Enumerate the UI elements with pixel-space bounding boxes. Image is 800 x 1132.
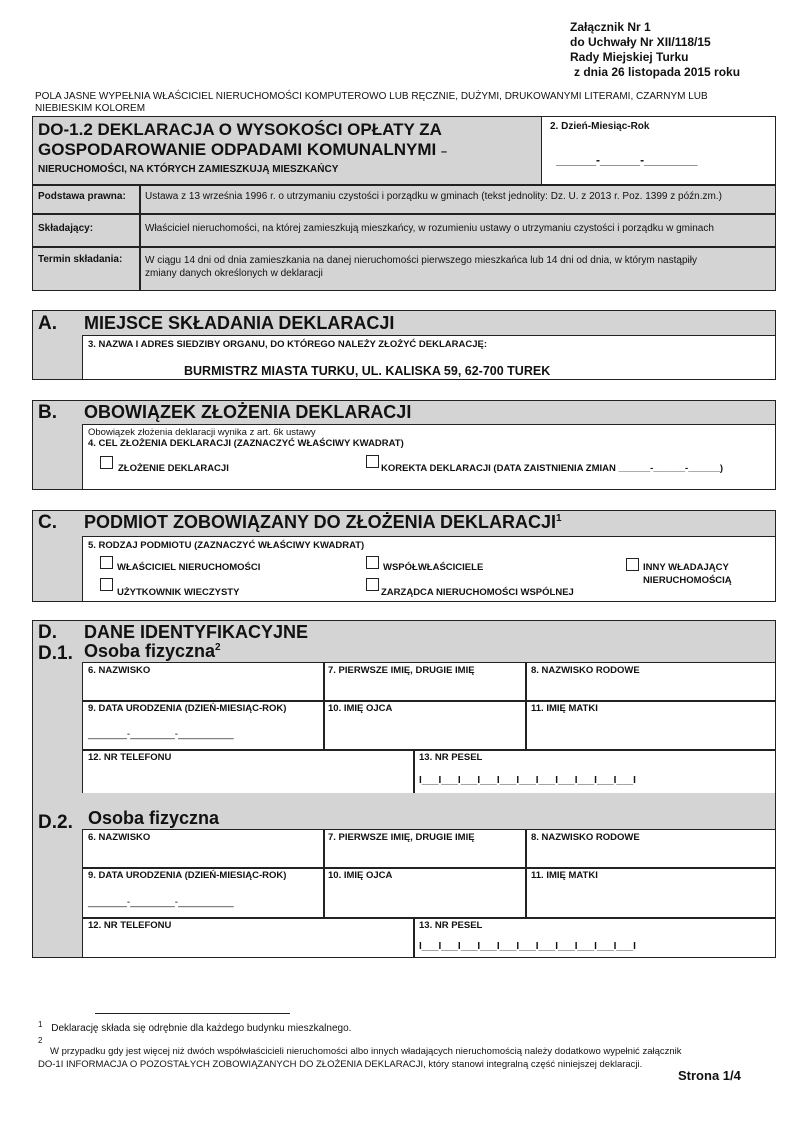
basis-value: Ustawa z 13 września 1996 r. o utrzymaniu czystości i porządku w gminach (tekst jednolity: Dz. U. z 2013 r. Poz. 1399 z późn.zm.) xyxy=(145,191,722,202)
deadline-label: Termin składania: xyxy=(38,254,123,265)
deadline-value-line-1: W ciągu 14 dni od dnia zamieszkania na danej nieruchomości pierwszego mieszkańca lub 14 dni od dnia, w którym nastąpiły xyxy=(145,255,697,266)
annex-line-2: do Uchwały Nr XII/118/15 xyxy=(570,35,711,49)
d2-pesel-placeholder: I___I___I___I___I___I___I___I___I___I___I___I xyxy=(419,941,636,952)
section-d2-title: Osoba fizyczna xyxy=(88,808,220,828)
title-line-1: DO-1.2 DEKLARACJA O WYSOKOŚCI OPŁATY ZA xyxy=(38,120,442,139)
d1-field-mother-name[interactable]: 11. IMIĘ MATKI xyxy=(531,703,598,714)
section-c-title: PODMIOT ZOBOWIĄZANY DO ZŁOŻENIA DEKLARACJI xyxy=(84,512,556,532)
footnote-2-mark: 2 xyxy=(38,1036,43,1045)
title-line-2: GOSPODAROWANIE ODPADAMI KOMUNALNYMI xyxy=(38,140,437,159)
d1-field-phone[interactable]: 12. NR TELEFONU xyxy=(88,752,172,763)
annex-line-4: z dnia 26 listopada 2015 roku xyxy=(574,65,741,79)
section-b-letter: B. xyxy=(38,402,57,423)
date-label: 2. Dzień-Miesiąc-Rok xyxy=(550,121,650,132)
checkbox-coowners[interactable] xyxy=(366,556,379,569)
checkbox-other[interactable] xyxy=(626,558,639,571)
option-other-line-2: NIERUCHOMOŚCIĄ xyxy=(643,575,732,586)
section-d1-letter: D.1. xyxy=(38,643,73,664)
section-c-letter: C. xyxy=(38,512,57,533)
section-b-field-label: 4. CEL ZŁOŻENIA DEKLARACJI (ZAZNACZYĆ WŁAŚCIWY KWADRAT) xyxy=(88,438,404,449)
d2-field-family-name[interactable]: 8. NAZWISKO RODOWE xyxy=(531,832,640,843)
d2-birthdate-placeholder: _______-________-__________ xyxy=(88,897,234,908)
option-perpetual: UŻYTKOWNIK WIECZYSTY xyxy=(117,587,240,598)
section-c-field-label: 5. RODZAJ PODMIOTU (ZAZNACZYĆ WŁAŚCIWY KWADRAT) xyxy=(88,540,365,551)
d2-field-pesel[interactable]: 13. NR PESEL xyxy=(419,920,483,931)
section-b-title: OBOWIĄZEK ZŁOŻENIA DEKLARACJI xyxy=(84,402,412,422)
deadline-value-line-2: zmiany danych określonych w deklaracji xyxy=(145,268,323,279)
date-placeholder: ______-______-________ xyxy=(556,153,698,167)
option-owner: WŁAŚCICIEL NIERUCHOMOŚCI xyxy=(117,562,261,573)
section-d1-title: Osoba fizyczna xyxy=(84,641,216,661)
d1-grid xyxy=(82,662,775,793)
footnote-2-line-1: W przypadku gdy jest więcej niż dwóch współwłaścicieli nieruchomości albo innych władających nieruchomością należy dodatkowo wypełnić załącznik xyxy=(50,1046,682,1058)
section-a-letter: A. xyxy=(38,313,57,334)
instructions-line-2: NIEBIESKIM KOLOREM xyxy=(35,103,146,114)
section-d1-footnote-ref: 2 xyxy=(215,642,221,653)
instructions xyxy=(35,91,785,115)
section-d-letter: D. xyxy=(38,622,57,643)
checkbox-correction[interactable] xyxy=(366,455,379,468)
section-d1-heading xyxy=(84,641,221,662)
deadline-value xyxy=(145,254,697,280)
annex-line-3: Rady Miejskiej Turku xyxy=(570,50,689,64)
option-other-line-1: INNY WŁADAJĄCY xyxy=(643,562,729,573)
d1-field-pesel[interactable]: 13. NR PESEL xyxy=(419,752,483,763)
option-declaration: ZŁOŻENIE DEKLARACJI xyxy=(118,463,229,474)
section-d2-letter: D.2. xyxy=(38,812,73,833)
instructions-line-1: POLA JASNE WYPEŁNIA WŁAŚCICIEL NIERUCHOMOŚCI KOMPUTEROWO LUB RĘCZNIE, DUŻYMI, DRUKOWANYMI LITERAMI, CZARNYM LUB xyxy=(35,91,708,102)
d2-field-first-names[interactable]: 7. PIERWSZE IMIĘ, DRUGIE IMIĘ xyxy=(328,832,475,843)
title-line-3: NIERUCHOMOŚCI, NA KTÓRYCH ZAMIESZKUJĄ MIESZKAŃCY xyxy=(38,164,339,175)
section-a-field-label: 3. NAZWA I ADRES SIEDZIBY ORGANU, DO KTÓREGO NALEŻY ZŁOŻYĆ DEKLARACJĘ: xyxy=(88,339,488,350)
d2-field-mother-name[interactable]: 11. IMIĘ MATKI xyxy=(531,870,598,881)
section-a-title: MIEJSCE SKŁADANIA DEKLARACJI xyxy=(84,313,395,333)
section-c-heading xyxy=(84,512,562,533)
submitter-value: Właściciel nieruchomości, na której zamieszkują mieszkańcy, w rozumieniu ustawy o utrzymaniu czystości i porządku w gminach xyxy=(145,223,714,234)
section-d-title: DANE IDENTYFIKACYJNE xyxy=(84,622,309,642)
annex-header xyxy=(570,20,740,80)
d2-field-surname[interactable]: 6. NAZWISKO xyxy=(88,832,151,843)
annex-line-1: Załącznik Nr 1 xyxy=(570,20,651,34)
option-manager: ZARZĄDCA NIERUCHOMOŚCI WSPÓLNEJ xyxy=(381,587,574,598)
d1-pesel-placeholder: I___I___I___I___I___I___I___I___I___I___I___I xyxy=(419,775,636,786)
section-c-footnote-ref: 1 xyxy=(556,513,562,524)
section-b-note: Obowiązek złożenia deklaracji wynika z art. 6k ustawy xyxy=(88,427,316,438)
form-title xyxy=(38,120,447,162)
footnote-2 xyxy=(38,1034,778,1071)
title-dash: – xyxy=(440,146,448,158)
footnote-separator xyxy=(95,1013,290,1014)
d1-field-family-name[interactable]: 8. NAZWISKO RODOWE xyxy=(531,665,640,676)
d1-field-surname[interactable]: 6. NAZWISKO xyxy=(88,665,151,676)
d1-field-first-names[interactable]: 7. PIERWSZE IMIĘ, DRUGIE IMIĘ xyxy=(328,665,475,676)
date-cell[interactable] xyxy=(542,117,775,185)
d1-birthdate-placeholder: _______-________-__________ xyxy=(88,729,234,740)
section-a-field-value: BURMISTRZ MIASTA TURKU, UL. KALISKA 59, 62-700 TUREK xyxy=(184,364,551,378)
page-number: Strona 1/4 xyxy=(678,1068,741,1083)
footnote-1-mark: 1 xyxy=(38,1020,43,1029)
d1-field-birthdate[interactable]: 9. DATA URODZENIA (DZIEŃ-MIESIĄC-ROK) xyxy=(88,703,287,714)
footnote-1-text: Deklarację składa się odrębnie dla każdego budynku mieszkalnego. xyxy=(51,1023,352,1035)
basis-label: Podstawa prawna: xyxy=(38,191,126,202)
footnote-1 xyxy=(38,1020,351,1034)
option-correction: KOREKTA DEKLARACJI (DATA ZAISTNIENIA ZMIAN ______-______-______) xyxy=(381,463,724,474)
d2-field-birthdate[interactable]: 9. DATA URODZENIA (DZIEŃ-MIESIĄC-ROK) xyxy=(88,870,287,881)
d2-grid xyxy=(82,829,775,957)
option-coowners: WSPÓŁWŁAŚCICIELE xyxy=(383,562,484,573)
d2-field-phone[interactable]: 12. NR TELEFONU xyxy=(88,920,172,931)
checkbox-perpetual[interactable] xyxy=(100,578,113,591)
checkbox-owner[interactable] xyxy=(100,556,113,569)
d1-field-father-name[interactable]: 10. IMIĘ OJCA xyxy=(328,703,393,714)
submitter-label: Składający: xyxy=(38,223,94,234)
checkbox-declaration[interactable] xyxy=(100,456,113,469)
checkbox-manager[interactable] xyxy=(366,578,379,591)
footnote-2-line-2: DO-1I INFORMACJA O POZOSTAŁYCH ZOBOWIĄZANYCH DO ZŁOŻENIA DEKLARACJI, który stanowi integralną część niniejszej deklaracji. xyxy=(38,1059,643,1071)
d2-field-father-name[interactable]: 10. IMIĘ OJCA xyxy=(328,870,393,881)
